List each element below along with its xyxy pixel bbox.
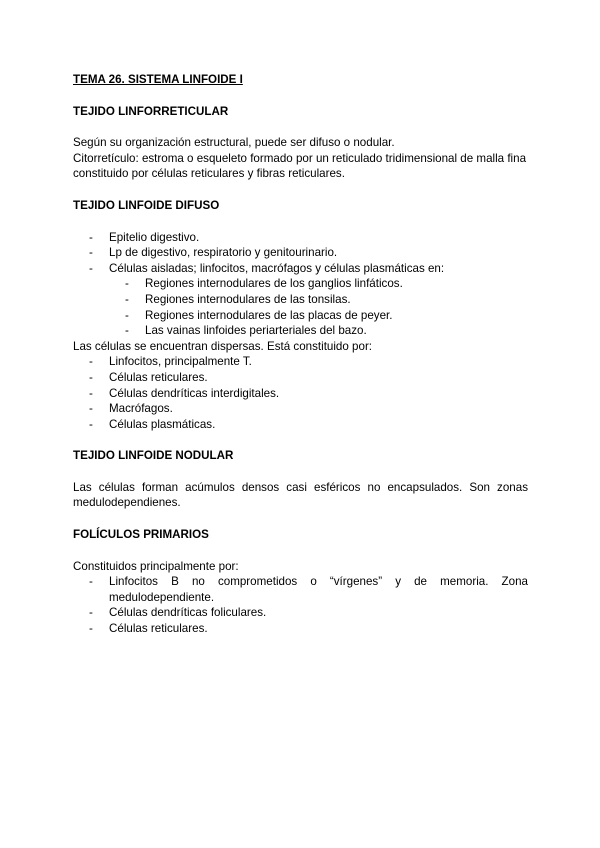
section-heading-tejido-linfoide-nodular: TEJIDO LINFOIDE NODULAR: [73, 449, 234, 463]
list-item: - Lp de digestivo, respiratorio y genitourinario.: [73, 245, 528, 261]
bullet-list-constituido: [73, 354, 528, 432]
list-item: - Células reticulares.: [73, 621, 528, 637]
document-title: TEMA 26. SISTEMA LINFOIDE I: [73, 73, 243, 86]
paragraph-citorreticulo: Citorretículo: estroma o esqueleto formado por un reticulado tridimensional de malla fina constituido por células reticulares y fibras reticulares.: [73, 151, 527, 181]
sub-bullet-list: [109, 276, 528, 338]
list-item: - Células dendríticas foliculares.: [73, 605, 528, 621]
bullet-list-difuso: [73, 230, 528, 339]
paragraph-constituidos: Constituidos principalmente por:: [73, 559, 239, 573]
list-item: - Epitelio digestivo.: [73, 230, 528, 246]
list-item: - Linfocitos B no comprometidos o “vírgenes” y de memoria. Zona medulodependiente.: [73, 574, 528, 605]
list-item: [73, 261, 528, 339]
document-page: [73, 72, 528, 637]
section-heading-foliculos-primarios: FOLÍCULOS PRIMARIOS: [73, 528, 209, 542]
list-item: - Células dendríticas interdigitales.: [73, 386, 528, 402]
sub-list-item: - Regiones internodulares de los ganglios linfáticos.: [109, 276, 528, 292]
sub-list-item: - Regiones internodulares de las placas de peyer.: [109, 308, 528, 324]
section-heading-tejido-linforreticular: TEJIDO LINFORRETICULAR: [73, 104, 229, 118]
paragraph-organizacion: Según su organización estructural, puede ser difuso o nodular.: [73, 136, 395, 150]
list-item: - Macrófagos.: [73, 401, 528, 417]
sub-list-item: - Regiones internodulares de las tonsilas.: [109, 292, 528, 308]
bullet-list-foliculos: [73, 574, 528, 636]
list-item: - Células plasmáticas.: [73, 417, 528, 433]
sub-list-item: - Las vainas linfoides periarteriales del bazo.: [109, 323, 528, 339]
list-item-text: Células aisladas; linfocitos, macrófagos y células plasmáticas en:: [109, 261, 445, 275]
section-heading-tejido-linfoide-difuso: TEJIDO LINFOIDE DIFUSO: [73, 198, 220, 212]
paragraph-nodular: Las células forman acúmulos densos casi esféricos no encapsulados. Son zonas medulodependienes.: [73, 480, 528, 510]
list-item: - Células reticulares.: [73, 370, 528, 386]
list-item: - Linfocitos, principalmente T.: [73, 354, 528, 370]
paragraph-celulas-dispersas: Las células se encuentran dispersas. Está constituido por:: [73, 339, 373, 353]
